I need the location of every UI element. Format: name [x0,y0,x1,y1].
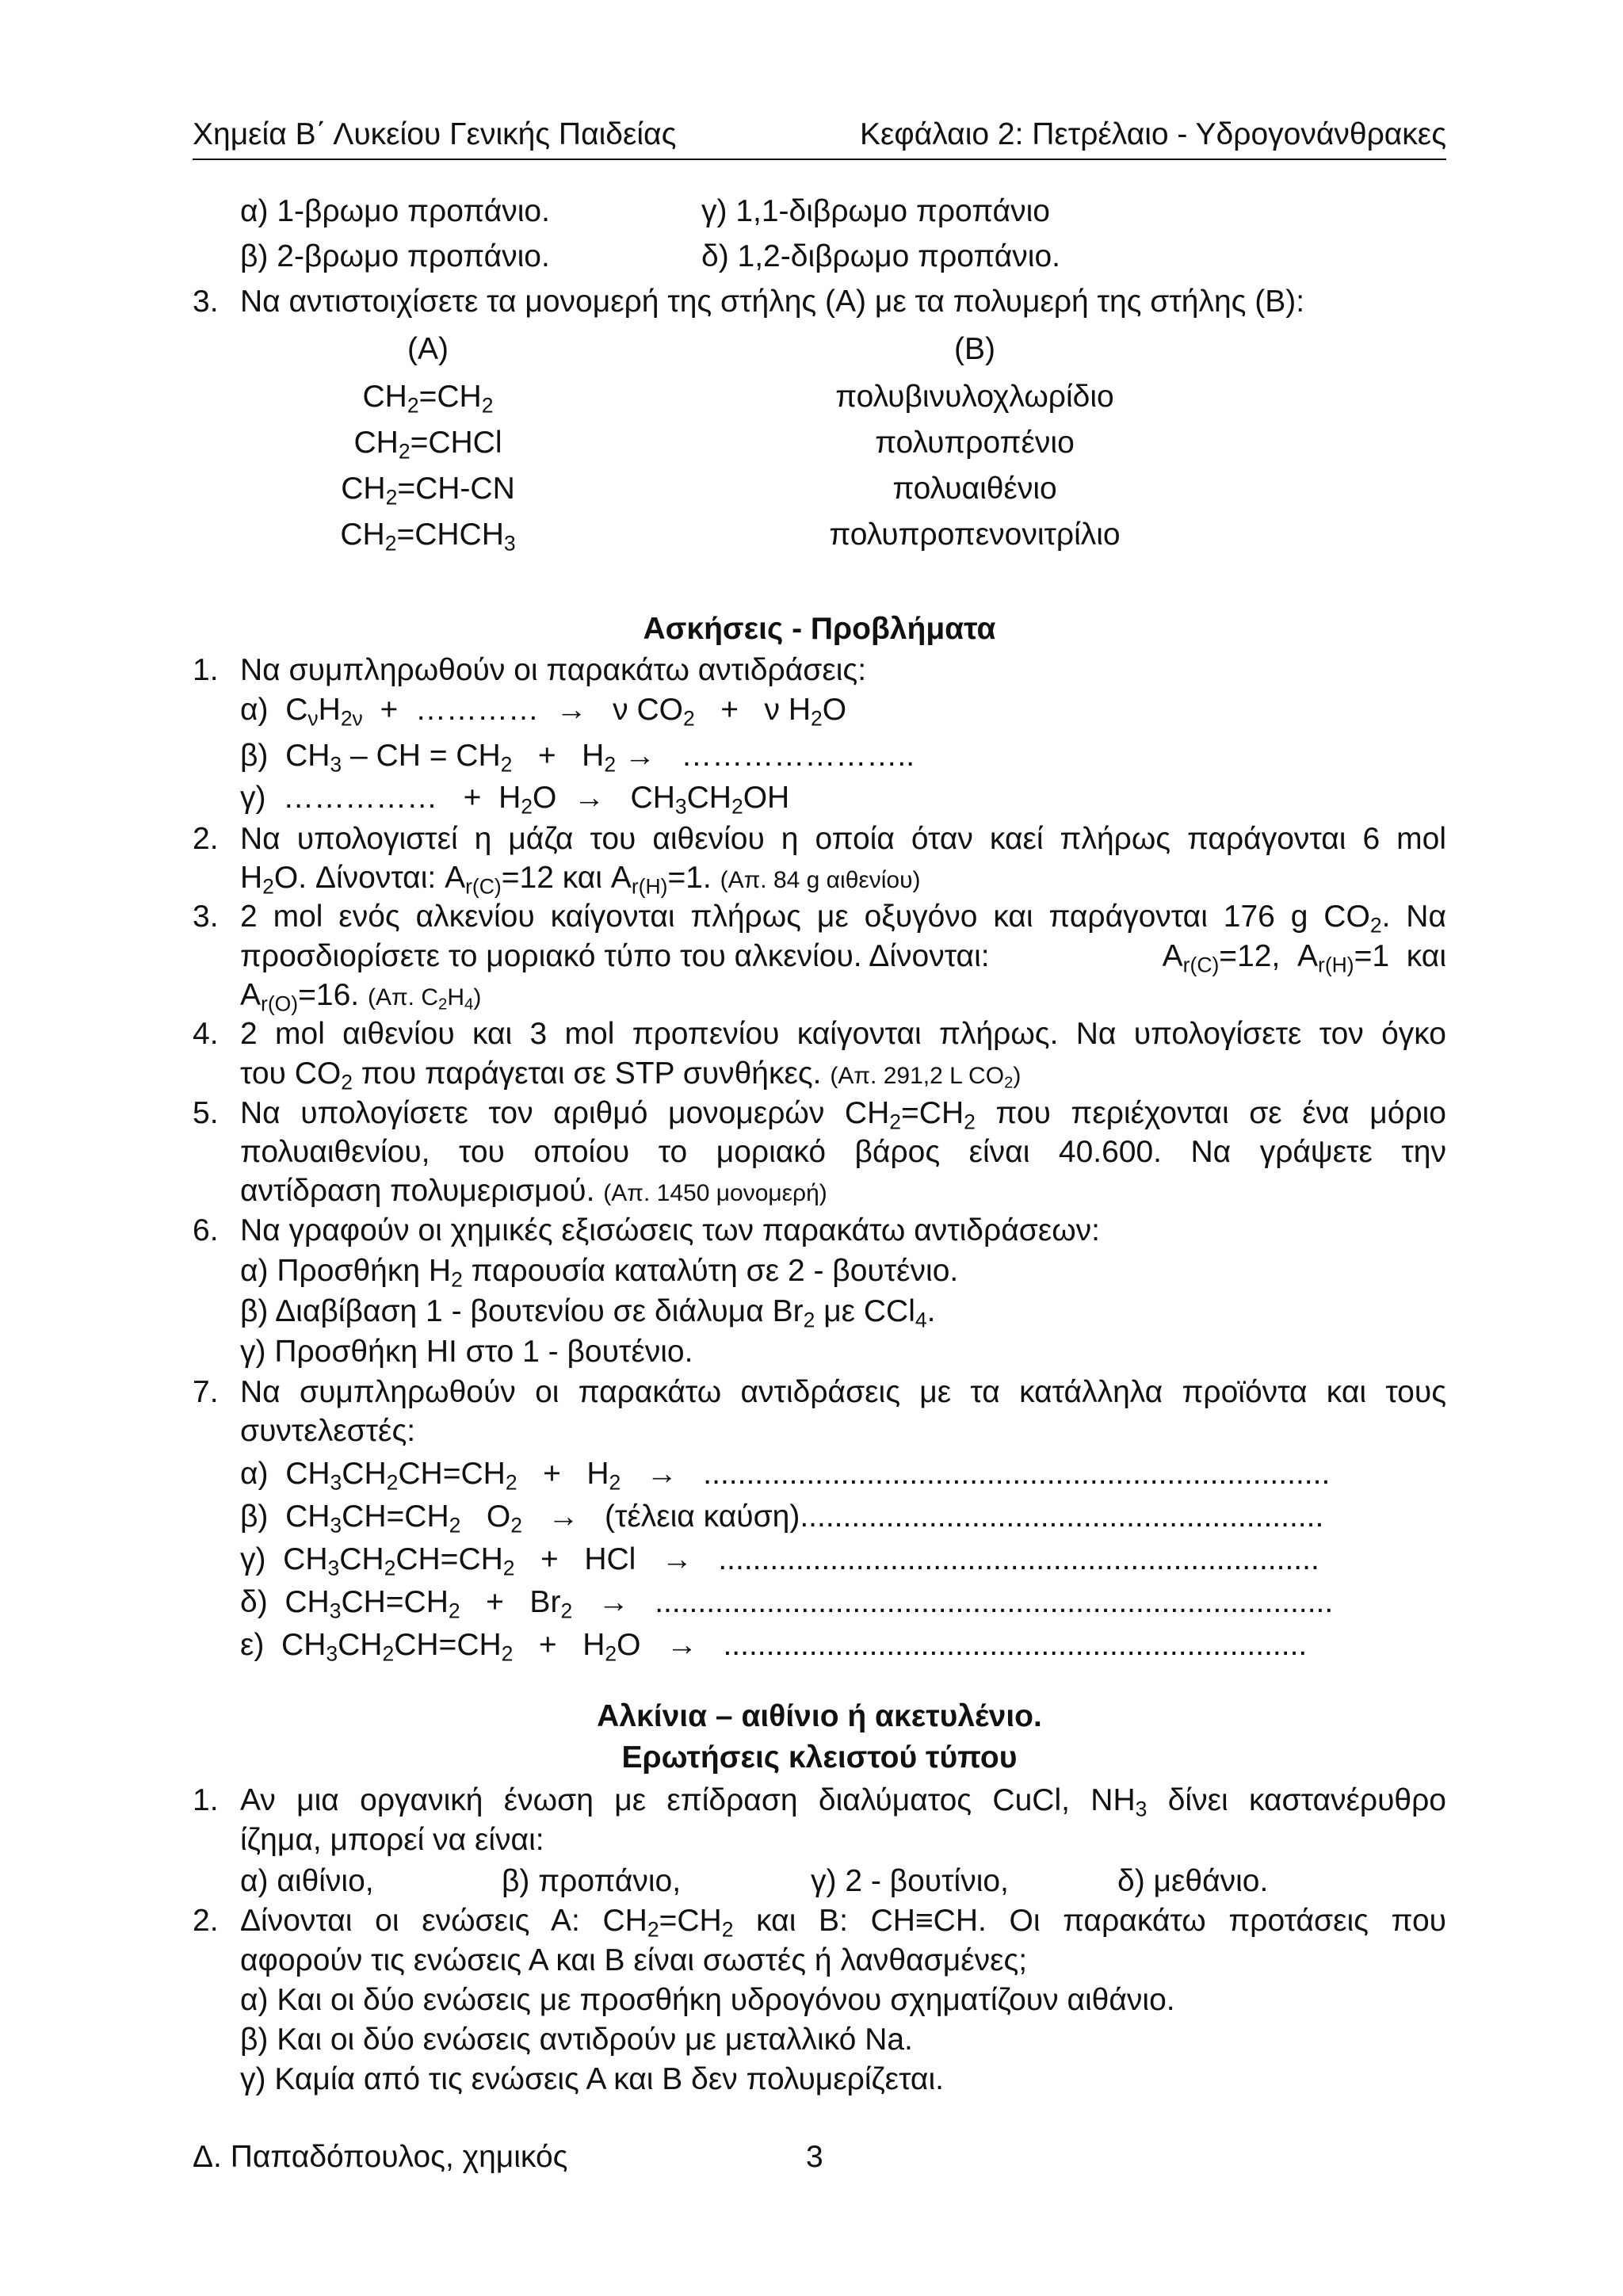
ex3-number: 3. [193,900,219,934]
ex1-reaction-b: β) $CH_3$ – CH = $CH_2 + H_2$ → ………………….. [240,739,915,777]
cq2-line2: αφορούν τις ενώσεις Α και Β είναι σωστές ή λανθασμένες; [240,1943,1028,1977]
ex7-reaction-b: β) $CH_3CH=CH_2$ $O_2 \to (\tau έ\lambda\varepsilon\iota\alpha$ καύση)............................................................. [240,1499,1324,1538]
ex5-number: 5. [193,1096,219,1130]
ex6-number: 6. [193,1213,219,1247]
ex3-line2-text: προσδιορίσετε το μοριακό τύπο του αλκενίου. Δίνονται: [240,939,990,973]
monomer-vinyl-chloride: $CH_2=CHCl$ [353,426,502,464]
cq1-number: 1. [193,1783,219,1817]
footer-author: Δ. Παπαδόπουλος, χημικός [193,2140,568,2174]
header-left: Χημεία Β΄ Λυκείου Γενικής Παιδείας [193,117,677,151]
ex5-line3 [240,1172,827,1213]
section-title-exercises: Ασκήσεις - Προβλήματα [643,612,996,646]
cq1-line2: ίζημα, μπορεί να είναι: [240,1823,544,1857]
q2-option-d: δ) 1,2-διβρωμο προπάνιο. [701,239,1060,273]
cq2-statement-a: α) Και οι δύο ενώσεις με προσθήκη υδρογόνου σχηματίζουν αιθάνιο. [240,1983,1175,2017]
ex2-line1: Να υπολογιστεί η μάζα του αιθενίου η οποία όταν καεί πλήρως παράγονται 6 mol [240,822,1446,856]
section-title-alkynes: Αλκίνια – αιθίνιο ή ακετυλένιο. [597,1699,1042,1733]
ex6-b: β) Διαβίβαση 1 - βουτενίου σε διάλυμα $Br_2$ με CCl$_4$. [240,1294,936,1332]
ex5-line3-text: αντίδραση πολυμερισμού. [240,1174,595,1208]
monomer-acrylonitrile: $CH_2=CH-CN$ [341,472,515,510]
ex1-reaction-a: α) $C_\nu H_{2\nu}$ + ………… → ν $CO_2 + \nu$ $H_2O$ [240,693,847,731]
ex1-number: 1. [193,653,219,687]
q2-option-g: γ) 1,1-διβρωμο προπάνιο [701,194,1050,228]
ex6-c: γ) Προσθήκη HI στο 1 - βουτένιο. [240,1335,693,1369]
ex4-number: 4. [193,1017,219,1051]
ex2-number: 2. [193,822,219,856]
q2-option-b: β) 2-βρωμο προπάνιο. [240,239,550,273]
cq2-statement-b: β) Και οι δύο ενώσεις αντιδρούν με μεταλλικό Na. [240,2023,913,2057]
ex4-answer-prefix: (Απ. 291,2 L [830,1063,962,1089]
ex1-reaction-c: γ) …………… + $H_2O \to CH_3CH_2OH$ [240,781,790,819]
ex7-reaction-e: ε) $CH_3CH_2CH=CH_2 + H_2O$ → .................................................................... [240,1628,1308,1666]
ex7-line2: συντελεστές: [240,1414,416,1448]
ex7-reaction-d: δ) $CH_3CH=CH_2 + Br_2$ → ............................................................................... [240,1585,1334,1623]
cq1-line1: Αν μια οργανική ένωση με επίδραση διαλύματος CuCl, $NH_3$ δίνει καστανέρυθρο [240,1783,1446,1821]
cq1-option-c: γ) 2 - βουτίνιο, [811,1864,1009,1898]
ex7-reaction-a: α) $CH_3CH_2CH=CH_2 + H_2$ → ......................................................................... [240,1457,1331,1495]
section-title-closed-questions: Ερωτήσεις κλειστού τύπου [621,1740,1018,1775]
polymer-pvc: πολυβινυλοχλωρίδιο [835,380,1114,414]
ex2-line2: $H_2O$. Δίνονται: $A_{r(C)}=12$ και $A_{r(H)}=1$. (Απ. 84 g αιθενίου) [240,861,921,899]
ex3-line1: 2 mol ενός αλκενίου καίγονται πλήρως με οξυγόνο και παράγονται 176 g $CO_2$. Να [240,900,1446,938]
ex5-line2: πολυαιθενίου, του οποίου το μοριακό βάρος είναι 40.600. Να γράψετε την [240,1135,1446,1169]
ex3-line3: $A_{r(O)}=16$. (Απ. $C_2H_4$) [240,978,482,1016]
cq1-option-a: α) αιθίνιο, [240,1864,374,1898]
ex5-answer: (Απ. 1450 μονομερή) [603,1180,827,1206]
ex7-number: 7. [193,1375,219,1409]
ex5-line1: Να υπολογίσετε τον αριθμό μονομερών $CH_2=CH_2$ που περιέχονται σε ένα μόριο [240,1096,1446,1134]
ex6-line1: Να γραφούν οι χημικές εξισώσεις των παρακάτω αντιδράσεων: [240,1213,1100,1247]
polymer-polyacrylonitrile: πολυπροπενονιτρίλιο [829,518,1121,552]
ex2-answer: (Απ. 84 g αιθενίου) [720,867,921,893]
header-right: Κεφάλαιο 2: Πετρέλαιο - Υδρογονάνθρακες [860,117,1446,151]
column-a-header: (Α) [407,332,449,366]
ex3-answer-prefix: (Απ. [367,984,415,1010]
q3-text: Να αντιστοιχίσετε τα μονομερή της στήλης (Α) με τα πολυμερή της στήλης (Β): [240,285,1305,319]
page-header [193,117,1446,160]
q3-number: 3. [193,285,219,319]
column-b-header: (Β) [954,332,995,366]
ex3-line2: προσδιορίσετε το μοριακό τύπο του αλκενίου. Δίνονται: $A_{r(C)}=12$, $A_{r(H)}=1$ και [240,939,1446,977]
monomer-ethene: $CH_2=CH_2$ [362,380,494,418]
ex7-reaction-c: γ) $CH_3CH_2CH=CH_2$ + HCl → ...................................................................... [240,1542,1319,1580]
cq2-line1: Δίνονται οι ενώσεις Α: $CH_2=CH_2$ και Β: CH≡CH. Οι παρακάτω προτάσεις που [240,1904,1446,1942]
cq1-option-d: δ) μεθάνιο. [1117,1864,1269,1898]
polymer-polyethene: πολυαιθένιο [892,472,1057,506]
ex4-line1: 2 mol αιθενίου και 3 mol προπενίου καίγονται πλήρως. Να υπολογίσετε τον όγκο [240,1017,1446,1051]
polymer-polypropene: πολυπροπένιο [875,426,1075,460]
cq1-option-b: β) προπάνιο, [502,1864,682,1898]
ex7-b-note: (τέλεια καύση) [604,1499,800,1534]
ex1-text: Να συμπληρωθούν οι παρακάτω αντιδράσεις: [240,653,867,687]
q2-option-a: α) 1-βρωμο προπάνιο. [240,194,550,228]
cq2-number: 2. [193,1904,219,1938]
ex4-line2: του $CO_2$ που παράγεται σε STP συνθήκες. (Απ. 291,2 L $CO_2$) [240,1056,1022,1095]
page-number: 3 [806,2140,823,2174]
monomer-propene: $CH_2=CHCH_3$ [340,518,516,556]
cq2-statement-c: γ) Καμία από τις ενώσεις Α και Β δεν πολυμερίζεται. [240,2062,944,2096]
ex6-a: α) Προσθήκη $H_2$ παρουσία καταλύτη σε 2 - βουτένιο. [240,1254,959,1292]
ex7-line1: Να συμπληρωθούν οι παρακάτω αντιδράσεις με τα κατάλληλα προϊόντα και τους [240,1375,1446,1409]
